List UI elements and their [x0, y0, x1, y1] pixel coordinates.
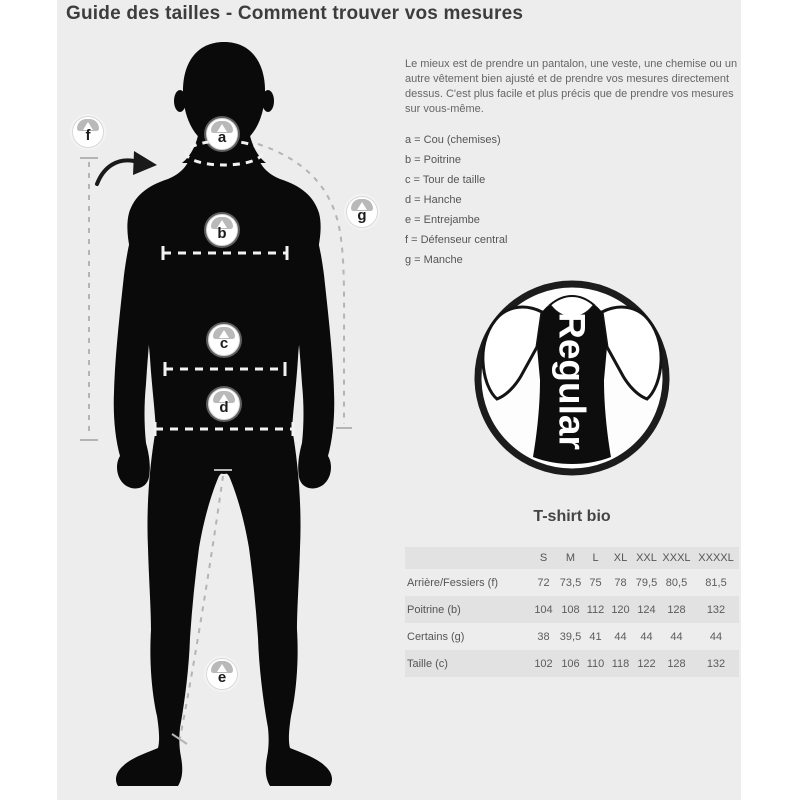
badge-letter: b [217, 225, 227, 242]
col-header-xxl: XXL [633, 547, 660, 569]
legend-item-f: f = Défenseur central [405, 234, 508, 246]
measure-badge-g [346, 196, 378, 228]
cell: 73,5 [559, 576, 582, 589]
measure-badge-e [206, 658, 238, 690]
size-table [405, 547, 739, 677]
intro-text: Le mieux est de prendre un pantalon, une veste, une chemise ou un autre vêtement bien ajusté et de prendre vos mesures directement dessus. C'est plus facile et plus précis que de prendre vos mesures sur vous-même. [405, 58, 738, 115]
measurement-legend [405, 130, 507, 270]
badge-letter: d [219, 399, 229, 416]
cell: 72 [537, 576, 550, 589]
col-header-xxxl: XXXL [660, 547, 693, 569]
legend-item-c: c = Tour de taille [405, 174, 486, 186]
badge-letter: g [357, 207, 367, 224]
cell: 44 [640, 630, 653, 643]
table-title: T-shirt bio [533, 508, 611, 525]
cell: 128 [667, 603, 686, 616]
table-row [405, 596, 739, 623]
badge-letter: e [217, 669, 227, 686]
row-label: Taille (c) [407, 657, 448, 670]
cell: 79,5 [635, 576, 658, 589]
col-header-xl: XL [608, 547, 633, 569]
cell: 38 [537, 630, 550, 643]
measure-badge-c [208, 324, 240, 356]
cell: 44 [709, 630, 723, 643]
measure-badge-f [72, 116, 104, 148]
curved-arrow-icon [97, 151, 157, 184]
cell: 124 [637, 603, 656, 616]
col-header-s: S [529, 547, 558, 569]
row-label: Certains (g) [407, 630, 465, 643]
row-label: Poitrine (b) [407, 603, 461, 616]
measure-badge-a [206, 118, 238, 150]
cell: 128 [667, 657, 686, 670]
size-table-corner [405, 547, 529, 569]
measure-badge-b [206, 214, 238, 246]
col-header-xxxxl: XXXXL [693, 547, 739, 569]
cell: 104 [534, 603, 553, 616]
table-row [405, 569, 739, 596]
cell: 78 [614, 576, 627, 589]
cell: 108 [561, 603, 580, 616]
cell: 118 [611, 657, 630, 670]
cell: 132 [706, 603, 726, 616]
cell: 102 [534, 657, 553, 670]
cell: 132 [706, 657, 726, 670]
size-guide-panel [57, 0, 741, 800]
cell: 80,5 [665, 576, 688, 589]
legend-item-g: g = Manche [405, 254, 463, 266]
cell: 81,5 [705, 576, 727, 589]
cell: 39,5 [559, 630, 582, 643]
legend-item-a: a = Cou (chemises) [405, 134, 501, 146]
table-row [405, 650, 739, 677]
cell: 41 [589, 630, 602, 643]
col-header-l: L [583, 547, 608, 569]
badge-letter: a [217, 129, 227, 146]
cell: 44 [670, 630, 683, 643]
badge-letter: f [85, 127, 91, 144]
page-title: Guide des tailles - Comment trouver vos mesures [66, 3, 524, 24]
cell: 106 [561, 657, 580, 670]
col-header-m: M [558, 547, 583, 569]
badge-letter: c [219, 335, 229, 352]
row-label: Arrière/Fessiers (f) [407, 576, 499, 589]
legend-item-b: b = Poitrine [405, 154, 461, 166]
table-row [405, 623, 739, 650]
legend-item-d: d = Hanche [405, 194, 462, 206]
measure-badge-d [208, 388, 240, 420]
cell: 75 [589, 576, 602, 589]
back-length-measure-line [80, 158, 98, 440]
cell: 122 [637, 657, 656, 670]
size-table-header-row [405, 547, 739, 569]
cell: 44 [614, 630, 627, 643]
tshirt-fit-icon [470, 276, 674, 480]
legend-item-e: e = Entrejambe [405, 214, 480, 226]
cell: 110 [586, 657, 605, 670]
cell: 112 [586, 603, 605, 616]
cell: 120 [611, 603, 630, 616]
tshirt-fit-label: Regular [551, 312, 593, 450]
